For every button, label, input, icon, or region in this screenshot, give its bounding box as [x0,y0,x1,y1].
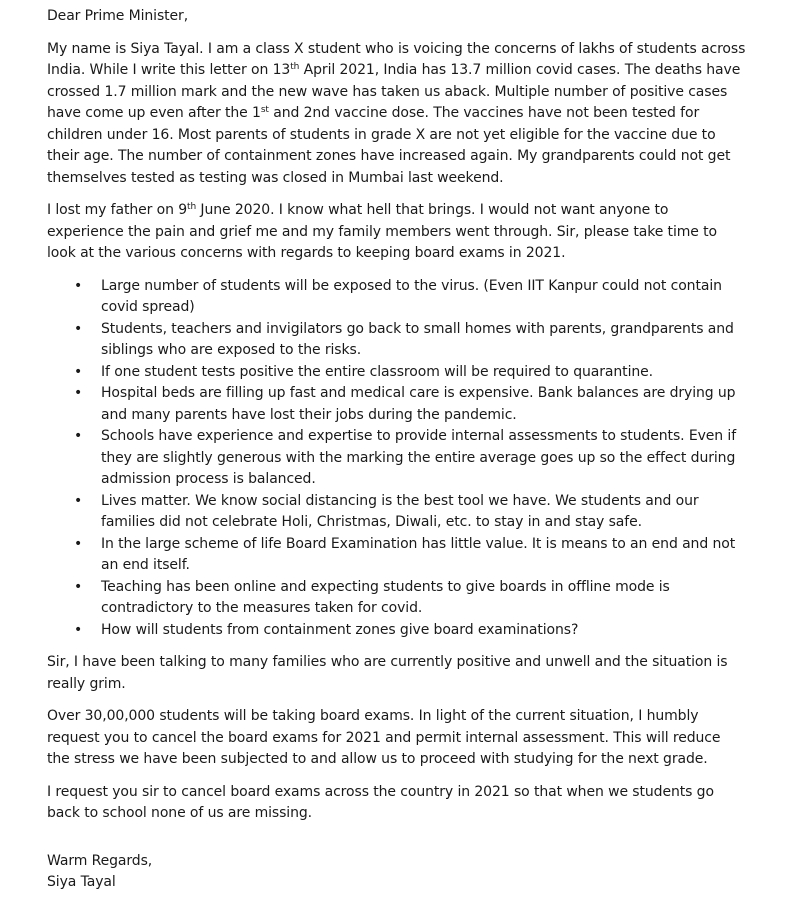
ordinal-suffix: st [260,105,269,115]
list-item-text: Hospital beds are filling up fast and medical care is expensive. Bank balances are drying up and many parents have lost their jobs during the pandemic. [101,385,736,423]
bullet-icon: • [74,492,83,509]
bullet-icon: • [74,428,83,444]
salutation: Dear Prime Minister, [47,8,189,24]
paragraph-intro-text-b: April 2021, India has 13.7 million covid cases. The deaths have crossed 1.7 million mark and the new wave has taken us aback. Multiple number of positive cases have come up even after the 1 [47,62,741,121]
list-item [47,426,747,491]
paragraph-father [47,200,747,265]
bullet-icon: • [74,363,83,380]
paragraph-father-text-a: I lost my father on 9 [47,202,188,218]
list-item-text: Students, teachers and invigilators go back to small homes with parents, grandparents and siblings who are exposed to the risks. [101,320,734,358]
list-item-text: Teaching has been online and expecting students to give boards in offline mode is contradictory to the measures taken for covid. [101,578,670,616]
list-item-text: Large number of students will be exposed to the virus. (Even IIT Kanpur could not contain covid spread) [101,277,722,315]
paragraph-request: Over 30,00,000 students will be taking board exams. In light of the current situation, I humbly request you to cancel the board exams for 2021 and permit internal assessment. This will reduce the stress we have been subjected to and allow us to proceed with studying for the next grade. [47,708,721,767]
closing-block [47,851,747,894]
list-item [47,620,747,642]
signature: Siya Tayal [47,874,116,890]
bullet-icon: • [74,320,83,337]
list-item-text: If one student tests positive the entire classroom will be required to quarantine. [101,363,653,380]
paragraph-intro-text-a: My name is Siya Tayal. I am a class X student who is voicing the concerns of lakhs of students across India. While I write this letter on 13 [47,40,746,78]
list-item [47,319,747,362]
bullet-icon: • [74,535,83,552]
list-item-text: In the large scheme of life Board Examination has little value. It is means to an end and not an end itself. [101,535,736,573]
list-item [47,534,747,577]
bullet-icon: • [74,621,83,638]
ordinal-suffix: th [187,202,197,212]
list-item [47,276,747,319]
paragraph-final-request: I request you sir to cancel board exams across the country in 2021 so that when we students go back to school none of us are missing. [47,783,714,821]
paragraph-intro [47,39,747,190]
list-item [47,577,747,620]
bullet-icon: • [74,578,83,595]
list-item [47,383,747,426]
bullet-icon: • [74,277,83,294]
list-item-text: Schools have experience and expertise to provide internal assessments to students. Even if they are slightly generous with the marking the entire average goes up so the effect during admission process is balanced. [101,428,737,487]
concerns-list [47,276,747,642]
closing-line: Warm Regards, [47,852,153,869]
paragraph-intro-text-c: and 2nd vaccine dose. The vaccines have not been tested for children under 16. Most parents of students in grade X are not yet eligible for the vaccine due to their age. The number of containment zones have increased again. My grandparents could not get themselves tested as testing was closed in Mumbai last weekend. [47,105,731,186]
list-item [47,362,747,384]
paragraph-families: Sir, I have been talking to many families who are currently positive and unwell and the situation is really grim. [47,654,728,692]
ordinal-suffix: th [290,62,300,72]
list-item [47,491,747,534]
list-item-text: How will students from containment zones give board examinations? [101,621,579,638]
bullet-icon: • [74,385,83,401]
paragraph-father-text-b: June 2020. I know what hell that brings. I would not want anyone to experience the pain and grief me and my family members went through. Sir, please take time to look at the various concerns with regards to keeping board exams in 2021. [47,202,717,261]
list-item-text: Lives matter. We know social distancing is the best tool we have. We students and our families did not celebrate Holi, Christmas, Diwali, etc. to stay in and stay safe. [101,492,699,530]
letter-page [47,6,747,894]
